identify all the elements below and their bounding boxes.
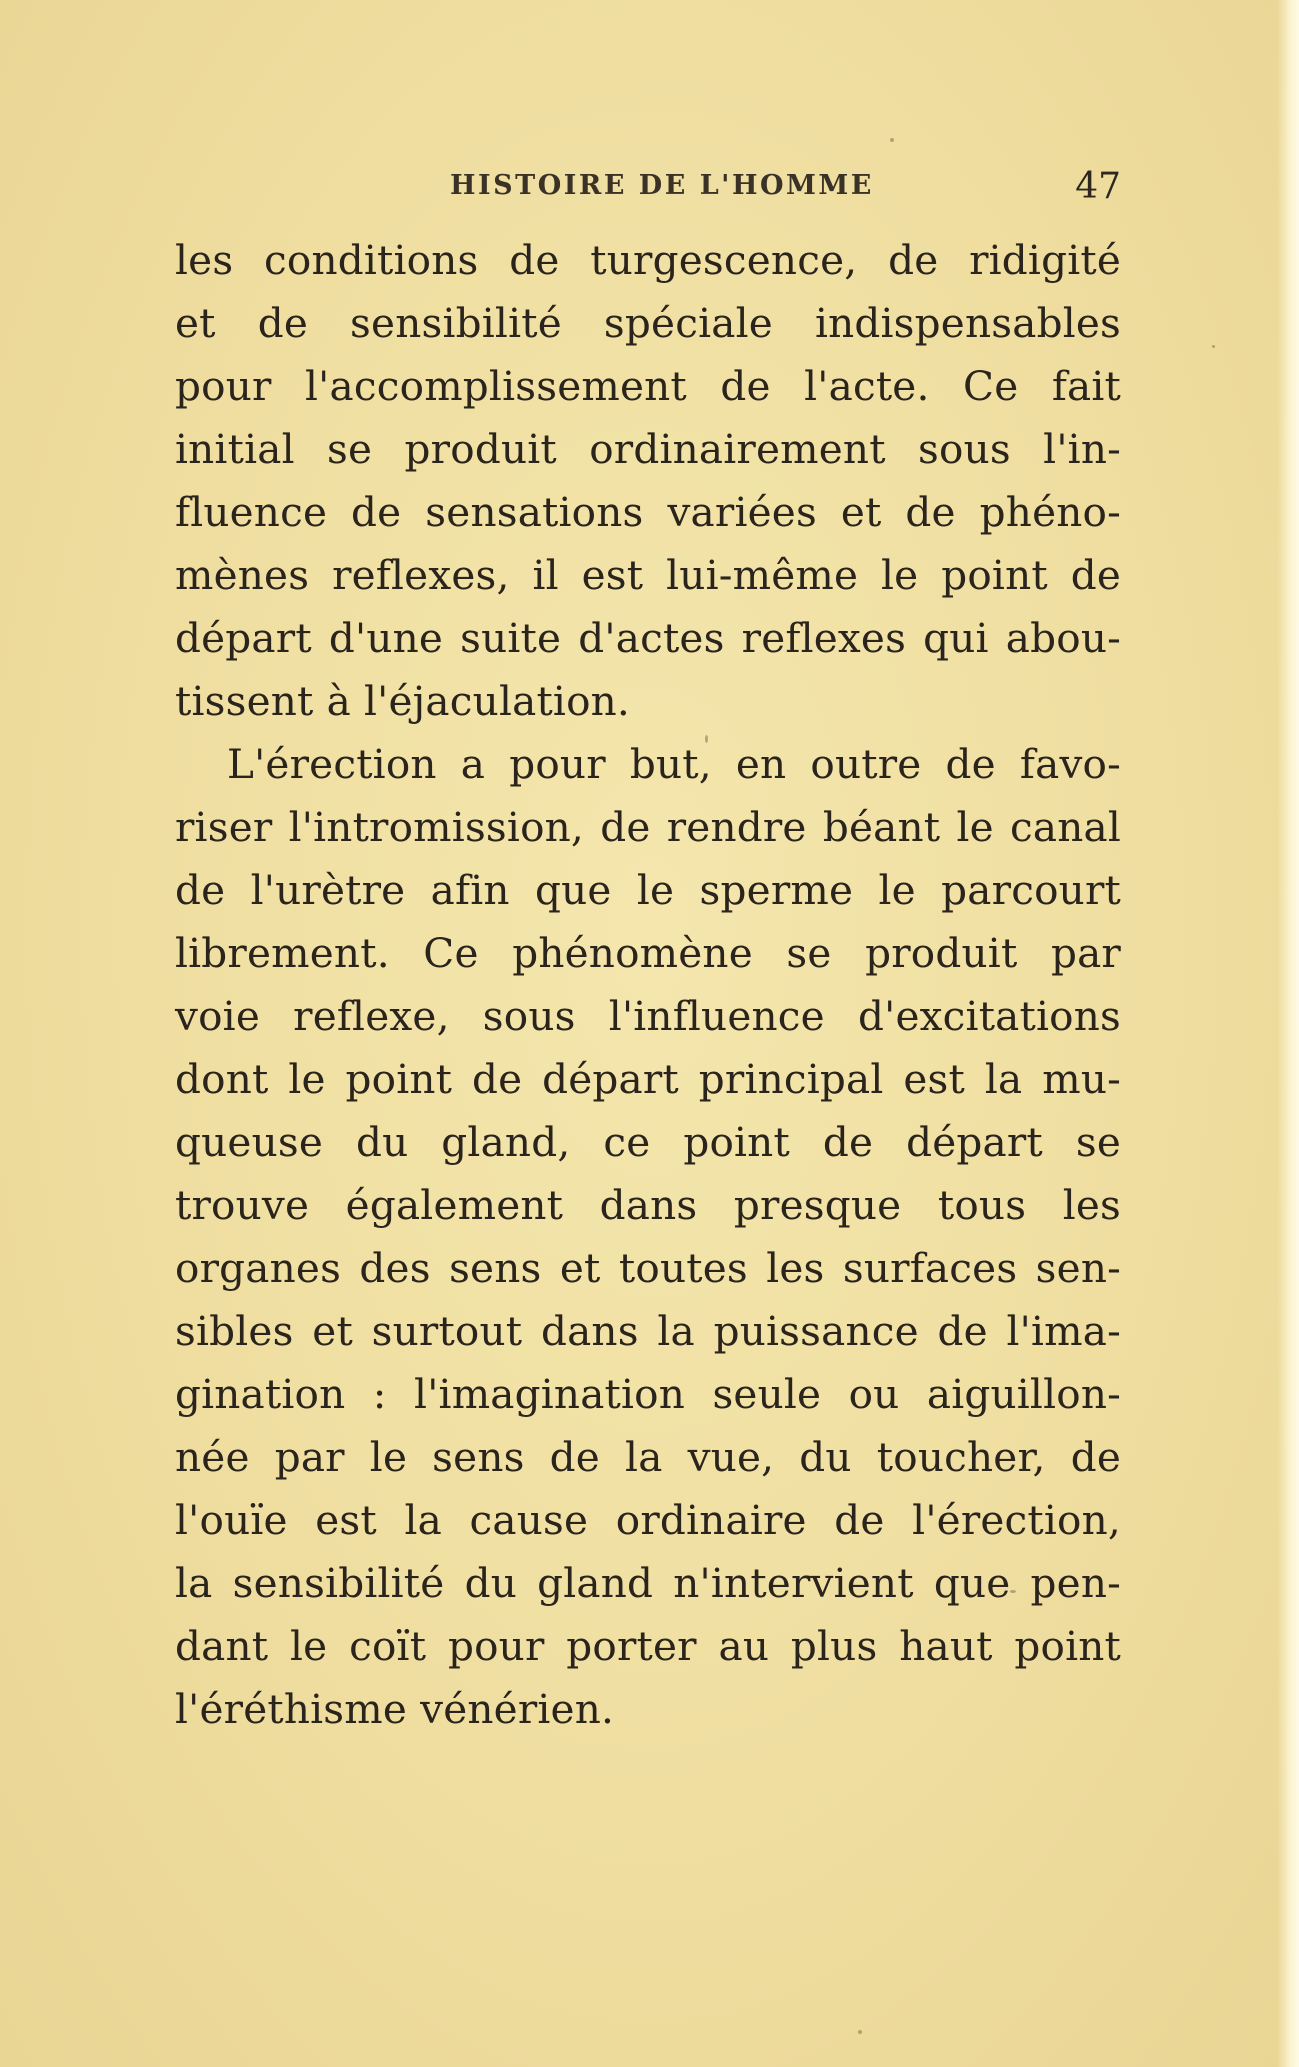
text-line: riser l'intromission, de rendre béant le canal	[175, 803, 1121, 851]
text-line: départ d'une suite d'actes reflexes qui abou-	[175, 614, 1121, 662]
text-line: queuse du gland, ce point de départ se	[175, 1118, 1121, 1166]
text-line: mènes reflexes, il est lui-même le point de	[175, 551, 1121, 599]
paper-speck	[890, 138, 894, 142]
text-line: tissent à l'éjaculation.	[175, 677, 631, 725]
text-line: les conditions de turgescence, de ridigité	[175, 236, 1121, 284]
text-line: de l'urètre afin que le sperme le parcourt	[175, 866, 1121, 914]
text-line: l'ouïe est la cause ordinaire de l'érection,	[175, 1496, 1121, 1544]
text-line: la sensibilité du gland n'intervient que pen-	[175, 1559, 1121, 1607]
text-line: organes des sens et toutes les surfaces sen-	[175, 1244, 1121, 1292]
text-line: pour l'accomplissement de l'acte. Ce fait	[175, 362, 1121, 410]
body-text	[175, 229, 1121, 1741]
text-line: trouve également dans presque tous les	[175, 1181, 1121, 1229]
text-line: dont le point de départ principal est la mu-	[175, 1055, 1121, 1103]
page-edge	[1277, 0, 1299, 2067]
paragraph-2	[175, 733, 1121, 1741]
text-line: voie reflexe, sous l'influence d'excitations	[175, 992, 1121, 1040]
text-line: librement. Ce phénomène se produit par	[175, 929, 1121, 977]
text-line: L'érection a pour but, en outre de favo-	[227, 740, 1121, 788]
running-title: HISTOIRE DE L'HOMME	[450, 170, 874, 201]
text-line: gination : l'imagination seule ou aiguillon-	[175, 1370, 1121, 1418]
text-line: née par le sens de la vue, du toucher, de	[175, 1433, 1121, 1481]
paragraph-1	[175, 229, 1121, 733]
text-line: l'éréthisme vénérien.	[175, 1685, 615, 1733]
text-line: fluence de sensations variées et de phéno-	[175, 488, 1121, 536]
text-line: et de sensibilité spéciale indispensables	[175, 299, 1121, 347]
text-line: initial se produit ordinairement sous l'in-	[175, 425, 1121, 473]
text-line: dant le coït pour porter au plus haut point	[175, 1622, 1121, 1670]
page-number: 47	[1075, 166, 1121, 207]
running-head	[175, 166, 1121, 210]
paper-speck	[1212, 345, 1215, 348]
paper-speck	[858, 2030, 862, 2034]
text-line: sibles et surtout dans la puissance de l'ima-	[175, 1307, 1121, 1355]
